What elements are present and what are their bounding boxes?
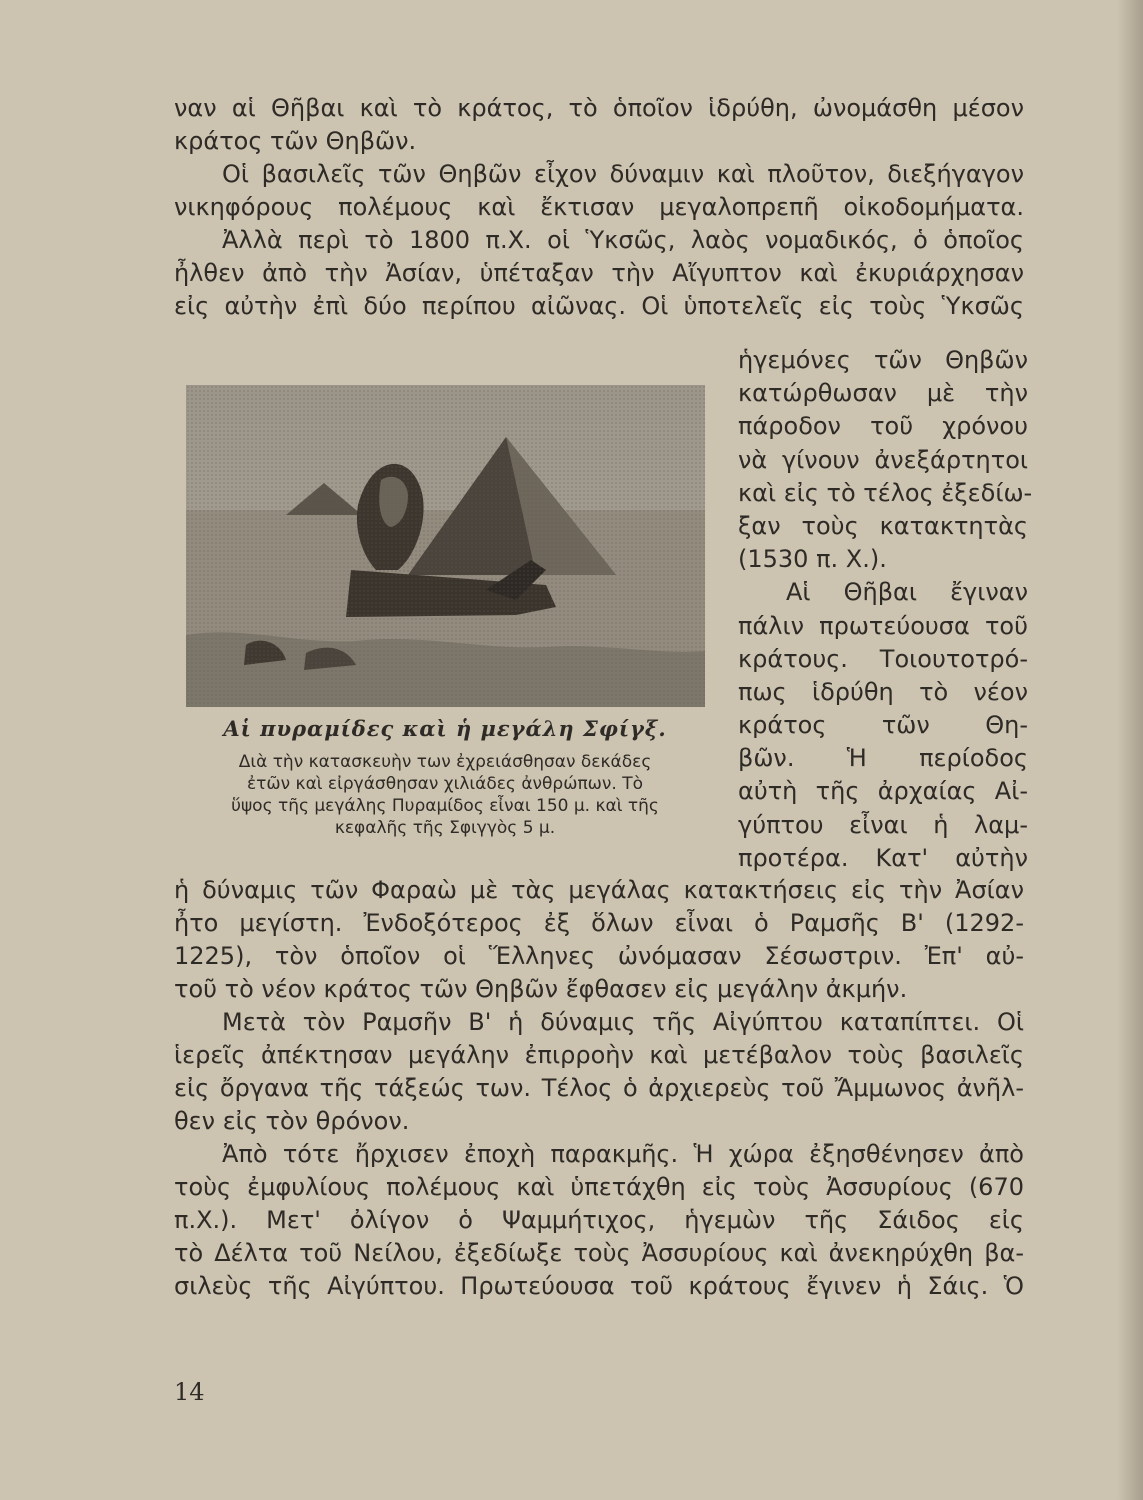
text-line: σιλεὺς τῆς Αἰγύπτου. Πρωτεύουσα τοῦ κράτους ἔγινεν ἡ Σάις. Ὁ bbox=[174, 1272, 1024, 1300]
text-line: εἰς ὄργανα τῆς τάξεώς των. Τέλος ὁ ἀρχιερεὺς τοῦ Ἄμμωνος ἀνῆλ- bbox=[174, 1074, 1024, 1102]
text-line: αὐτὴ τῆς ἀρχαίας Αἰ- bbox=[738, 777, 1028, 806]
text-line: ἦλθεν ἀπὸ τὴν Ἀσίαν, ὑπέταξαν τὴν Αἴγυπτον καὶ ἐκυριάρχησαν bbox=[174, 259, 1024, 287]
text-line: ἡ δύναμις τῶν Φαραὼ μὲ τὰς μεγάλας κατακτήσεις εἰς τὴν Ἀσίαν bbox=[174, 876, 1024, 904]
text-line: γύπτου εἶναι ἡ λαμ- bbox=[738, 810, 1028, 839]
bottom-text-block bbox=[174, 874, 1024, 1303]
text-line: πάλιν πρωτεύουσα τοῦ bbox=[738, 611, 1028, 640]
right-text-column bbox=[738, 344, 1033, 875]
text-line: Οἱ βασιλεῖς τῶν Θηβῶν εἶχον δύναμιν καὶ πλοῦτον, διεξήγαγον bbox=[222, 160, 1024, 188]
text-line: βῶν. Ἡ περίοδος bbox=[738, 744, 1028, 773]
text-line: κράτους. Τοιουτοτρό- bbox=[738, 644, 1028, 673]
caption-line: ἐτῶν καὶ εἰργάσθησαν χιλιάδες ἀνθρώπων. Τὸ bbox=[246, 774, 644, 794]
text-line: Μετὰ τὸν Ραμσῆν Β' ἡ δύναμις τῆς Αἰγύπτου καταπίπτει. Οἱ bbox=[222, 1008, 1024, 1036]
text-line: καὶ εἰς τὸ τέλος ἐξεδίω- bbox=[738, 478, 1033, 507]
text-line: (1530 π. Χ.). bbox=[738, 545, 887, 574]
text-line: νὰ γίνουν ἀνεξάρτητοι bbox=[738, 445, 1028, 474]
page-number: 14 bbox=[174, 1378, 205, 1406]
caption-line: κεφαλῆς τῆς Σφιγγὸς 5 μ. bbox=[334, 818, 556, 838]
text-line: 1225), τὸν ὁποῖον οἱ Ἕλληνες ὠνόμασαν Σέσωστριν. Ἐπ' αὐ- bbox=[174, 942, 1024, 970]
text-line: προτέρα. Κατ' αὐτὴν bbox=[738, 843, 1028, 872]
caption-title: Αἱ πυραμίδες καὶ ἡ μεγάλη Σφίγξ. bbox=[223, 716, 667, 741]
text-line: τοὺς ἐμφυλίους πολέμους καὶ ὑπετάχθη εἰς τοὺς Ἀσσυρίους (670 bbox=[174, 1173, 1024, 1201]
text-line: τὸ Δέλτα τοῦ Νείλου, ἐξεδίωξε τοὺς Ἀσσυρίους καὶ ἀνεκηρύχθη βα- bbox=[174, 1239, 1024, 1267]
text-line: θεν εἰς τὸν θρόνον. bbox=[174, 1107, 410, 1135]
caption-line: ὕψος τῆς μεγάλης Πυραμίδος εἶναι 150 μ. καὶ τῆς bbox=[231, 796, 659, 816]
caption-body bbox=[180, 751, 710, 839]
text-line: π.Χ.). Μετ' ὀλίγον ὁ Ψαμμήτιχος, ἡγεμὼν τῆς Σάιδος εἰς bbox=[174, 1206, 1024, 1234]
text-line: τοῦ τὸ νέον κράτος τῶν Θηβῶν ἔφθασεν εἰς μεγάλην ἀκμήν. bbox=[174, 975, 908, 1003]
text-line: κράτος τῶν Θη- bbox=[738, 711, 1028, 740]
top-text-block bbox=[174, 92, 1024, 323]
pyramids-sphinx-photo bbox=[186, 385, 705, 707]
text-line: ξαν τοὺς κατακτητὰς bbox=[738, 511, 1028, 540]
text-line: νικηφόρους πολέμους καὶ ἔκτισαν μεγαλοπρεπῆ οἰκοδομήματα. bbox=[174, 193, 1024, 221]
text-line: ἱερεῖς ἀπέκτησαν μεγάλην ἐπιρροὴν καὶ μετέβαλον τοὺς βασιλεῖς bbox=[174, 1041, 1024, 1069]
text-line: ἡγεμόνες τῶν Θηβῶν bbox=[738, 346, 1028, 374]
caption-line: Διὰ τὴν κατασκευὴν των ἐχρειάσθησαν δεκάδες bbox=[238, 752, 652, 772]
text-line: Αἱ Θῆβαι ἔγιναν bbox=[786, 578, 1028, 607]
text-line: ἦτο μεγίστη. Ἐνδοξότερος ἐξ ὅλων εἶναι ὁ Ραμσῆς Β' (1292- bbox=[174, 909, 1024, 937]
text-line: ναν αἱ Θῆβαι καὶ τὸ κράτος, τὸ ὁποῖον ἱδρύθη, ὠνομάσθη μέσον bbox=[174, 94, 1024, 122]
text-line: Ἀλλὰ περὶ τὸ 1800 π.Χ. οἱ Ὑκσῶς, λαὸς νομαδικός, ὁ ὁποῖος bbox=[222, 226, 1024, 254]
text-line: κράτος τῶν Θηβῶν. bbox=[174, 127, 417, 155]
figure-caption bbox=[180, 716, 710, 839]
text-line: κατώρθωσαν μὲ τὴν bbox=[738, 379, 1028, 408]
text-line: πως ἱδρύθη τὸ νέον bbox=[738, 677, 1028, 706]
text-line: πάροδον τοῦ χρόνου bbox=[738, 412, 1028, 441]
text-line: εἰς αὐτὴν ἐπὶ δύο περίπου αἰῶνας. Οἱ ὑποτελεῖς εἰς τοὺς Ὑκσῶς bbox=[174, 292, 1024, 320]
text-line: Ἀπὸ τότε ἤρχισεν ἐποχὴ παρακμῆς. Ἡ χώρα ἐξησθένησεν ἀπὸ bbox=[222, 1140, 1024, 1168]
